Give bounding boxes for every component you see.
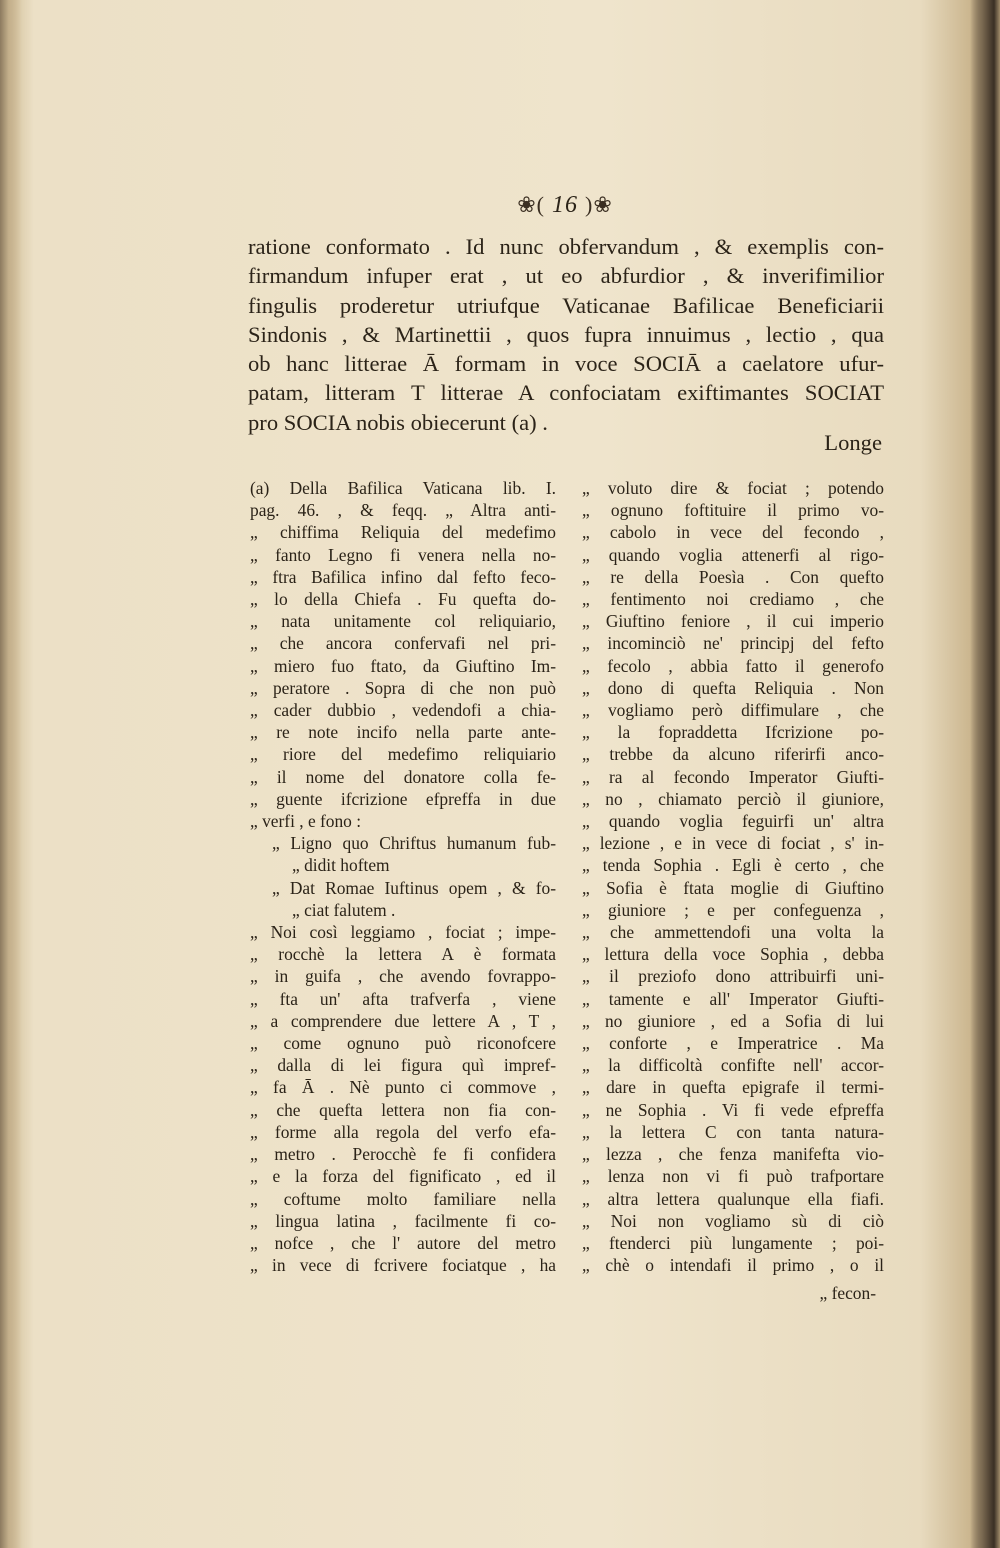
footnote-line: „ dare in quefta epigrafe il termi- [582,1077,884,1098]
catchword: Longe [824,430,882,455]
footnote-line: „ quando voglia attenerfi al rigo- [582,544,884,565]
footnote-line: „ no , chiamato perciò il giuniore, [582,788,884,809]
footnote-line: „ la lettera C con tanta natura- [582,1121,884,1142]
footnote-line: „ verfi , e fono : [250,811,362,832]
footnote-line: „ chè o intendafi il primo , o il [582,1255,884,1276]
footnote-line: „ rocchè la lettera A è formata [250,944,556,965]
footnote-line: „ lezione , e in vece di fociat , s' in- [582,833,884,854]
footnote-line: „ guente ifcrizione efpreffa in due [250,788,556,809]
footnote-line: „ lettura della voce Sophia , debba [582,944,884,965]
page-edge [970,0,1000,1548]
footnote-line: „ peratore . Sopra di che non può [250,677,556,698]
footnote-line: „ metro . Perocchè fe fi confidera [250,1144,556,1165]
footnote-line: „ ftenderci più lungamente ; poi- [582,1232,884,1253]
text-line: firmandum infuper erat , ut eo abfurdior , & inverifimilior [248,263,884,289]
ornament-right-icon: )❀ [585,192,613,217]
footnote-line: „ la difficoltà confifte nell' accor- [582,1055,884,1076]
footnote-line: „ voluto dire & fociat ; potendo [582,478,884,498]
footnote-line: „ coftume molto familiare nella [250,1188,556,1209]
text-line: fingulis proderetur utriufque Vaticanae Bafilicae Beneficiarii [248,292,884,318]
footnote-line: „ cabolo in vece del fecondo , [582,522,884,543]
footnote-line: „ chiffima Reliquia del medefimo [250,522,556,543]
footnote-line: „ ognuno foftituire il primo vo- [582,500,884,521]
footnote-line: „ trebbe da alcuno riferirfi anco- [582,744,884,765]
text-line: ratione conformato . Id nunc obfervandum , & exemplis con- [248,234,884,259]
footnote-line: „ ftra Bafilica infino dal fefto feco- [250,566,556,587]
footnote-line: „ fanto Legno fi venera nella no- [250,544,556,565]
footnote-line: „ miero fuo ftato, da Giuftino Im- [250,655,556,676]
footnote-line: „ Ligno quo Chriftus humanum fub- [272,833,556,854]
footnote-line: „ re note incifo nella parte ante- [250,722,556,743]
footnote-line: „ giuniore ; e per confeguenza , [582,899,884,920]
footnote-line: „ lenza non vi fi può trafportare [582,1166,884,1187]
footnote-line: „ tamente e all' Imperator Giufti- [582,988,884,1009]
running-head [0,192,1000,219]
footnote-line: „ cader dubbio , vedendofi a chia- [250,700,556,721]
footnote-line: „ che ancora confervafi nel pri- [250,633,556,654]
footnote-line: „ conforte , e Imperatrice . Ma [582,1033,884,1054]
footnote-line: „ in guifa , che avendo fovrappo- [250,966,556,987]
footnote-line: „ e la forza del fignificato , ed il [250,1166,556,1187]
footnote-line: „ dalla di lei figura quì impref- [250,1055,556,1076]
footnote-line: „ il preziofo dono attribuirfi uni- [582,966,884,987]
footnote-line: pag. 46. , & feqq. „ Altra anti- [250,500,556,521]
text-line: Sindonis , & Martinettii , quos fupra innuimus , lectio , qua [248,321,884,347]
footnote-line: „ no giuniore , ed a Sofia di lui [582,1010,884,1031]
footnote-line: „ in vece di fcrivere fociatque , ha [250,1255,556,1276]
footnote-line: „ lezza , che fenza manifefta vio- [582,1144,884,1165]
footnote-line: „ fecolo , abbia fatto il generofo [582,655,884,676]
footnote-line: „ che quefta lettera non fia con- [250,1099,556,1120]
footnote-line: „ ra al fecondo Imperator Giufti- [582,766,884,787]
text-line: patam, litteram T litterae A confociatam exiftimantes SOCIAT [248,380,884,406]
main-text [248,232,884,437]
footnote-line: „ il nome del donatore colla fe- [250,766,556,787]
footnote-line: „ tenda Sophia . Egli è certo , che [582,855,884,876]
footnote-line: „ quando voglia feguirfi un' altra [582,811,884,832]
ornament-left-icon: ❀( [517,192,545,217]
footnote-line: „ lo della Chiefa . Fu quefta do- [250,589,556,610]
footnote-line: „ la fopraddetta Ifcrizione po- [582,722,884,743]
footnote-line: „ didit hoftem [292,855,390,876]
footnote-line: „ Giuftino feniore , il cui imperio [582,611,884,632]
footnote-line: „ fa Ā . Nè punto ci commove , [250,1077,556,1098]
footnote-line: „ come ognuno può riconofcere [250,1033,556,1054]
footnote-line: „ a comprendere due lettere A , T , [250,1010,556,1031]
footnote-line: „ vogliamo però diffimulare , che [582,700,884,721]
footnote-line: „ ciat falutem . [292,899,396,920]
footnote-line: „ Sofia è ftata moglie di Giuftino [582,877,884,898]
page-gutter-shadow [0,0,22,1548]
footnote-line: „ altra lettera qualunque ella fiafi. [582,1188,884,1209]
footnote-line: „ Noi non vogliamo sù di ciò [582,1210,884,1231]
footnote-line: „ lingua latina , facilmente fi co- [250,1210,556,1231]
footnote-line: „ re della Poesìa . Con quefto [582,566,884,587]
page-number: 16 [552,192,578,218]
footnote-line: „ nata unitamente col reliquiario, [250,611,556,632]
footnote-catchword: „ fecon- [819,1283,876,1303]
footnote-line: (a) Della Bafilica Vaticana lib. I. [250,478,556,498]
footnote-line: „ ne Sophia . Vi fi vede efpreffa [582,1099,884,1120]
footnote-line: „ forme alla regola del verfo efa- [250,1121,556,1142]
footnote-column-right [582,477,884,1276]
text-line: pro SOCIA nobis obiecerunt (a) . [248,409,548,435]
footnote-line: „ dono di quefta Reliquia . Non [582,677,884,698]
footnote-line: „ Noi così leggiamo , fociat ; impe- [250,922,556,943]
footnote-line: „ fentimento noi crediamo , che [582,589,884,610]
footnote-line: „ Dat Romae Iuftinus opem , & fo- [272,877,556,898]
text-line: ob hanc litterae Ā formam in voce SOCIĀ a caelatore ufur- [248,351,884,377]
footnote-line: „ incominciò ne' principj del fefto [582,633,884,654]
footnote-line: „ che ammettendofi una volta la [582,922,884,943]
footnote-line: „ nofce , che l' autore del metro [250,1232,556,1253]
footnote-line: „ riore del medefimo reliquiario [250,744,556,765]
footnote-line: „ fta un' afta trafverfa , viene [250,988,556,1009]
footnote-column-left [250,477,556,1276]
